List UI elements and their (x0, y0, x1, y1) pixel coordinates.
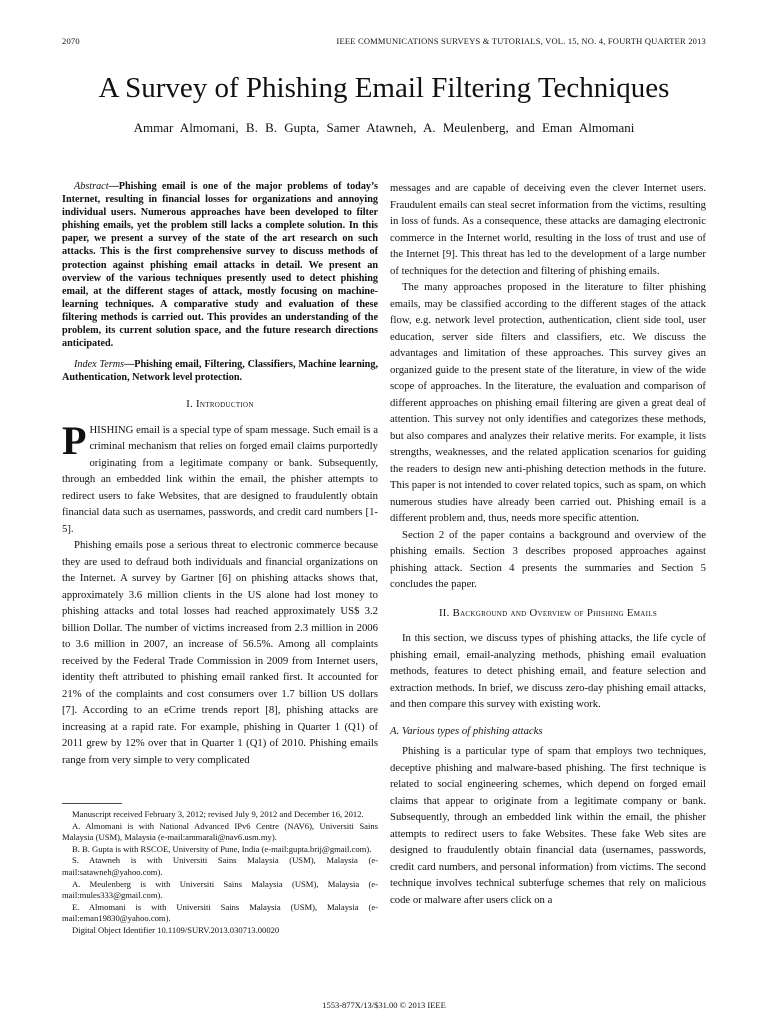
footnote-doi: Digital Object Identifier 10.1109/SURV.2013.030713.00020 (72, 924, 280, 935)
footnote-author-2: B. B. Gupta is with RSCOE, University of Pune, India (e-mail:gupta.brij@gmail.com). (72, 843, 372, 854)
section-number: I. (186, 398, 194, 411)
background-paragraph-2: Phishing is a particular type of spam that employs two techniques, deceptive phishing and malware-based phishing. The first technique is related to social engineering schemes, which depend on forged email claims that appear to originate from a legitimate company or bank. Subsequently, through an embedded link within the email, the phisher attempts to redirect users to fake Websites. These fake Web sites are designed to fraudulently obtain financial data (usernames, passwords, credit card numbers, and personal information) from victims. The second technique involves technical subterfuge schemes that rely on malicious code or malware after users click on a (390, 745, 706, 906)
abstract (62, 180, 378, 350)
index-terms (62, 358, 378, 384)
abstract-lead: Abstract (74, 181, 109, 192)
section-heading-background (390, 605, 706, 622)
background-paragraph-1: In this section, we discuss types of phishing attacks, the life cycle of phishing email, email-analyzing methods, phishing email evaluation methods, features to detect phishing email, and feature selection and extraction methods. In brief, we discuss zero-day phishing email attacks, and then compare this survey with existing work. (390, 632, 706, 710)
intro-paragraph-2-continued: messages and are capable of deceiving even the clever Internet users. Fraudulent emails can steal secret information from the victims, resulting in loss of funds. As a consequence, these attacks are damaging electronic commerce in the Internet world, resulting in the loss of trust and use of the Internet [9]. This threat has led to the development of a large number of techniques for the detection and filtering of phishing emails. (390, 182, 706, 277)
footnote-author-3: S. Atawneh is with Universiti Sains Malaysia (USM), Malaysia (e-mail:satawneh@yahoo.com). (62, 855, 378, 877)
paper-title: A Survey of Phishing Email Filtering Techniques (98, 72, 670, 104)
subsection-heading-a: A. Various types of phishing attacks (390, 724, 543, 737)
copyright-line: 1553-877X/13/$31.00 © 2013 IEEE (322, 1000, 446, 1010)
journal-header: IEEE COMMUNICATIONS SURVEYS & TUTORIALS, VOL. 15, NO. 4, FOURTH QUARTER 2013 (336, 36, 706, 46)
intro-paragraph-1-text: email is a special type of spam message. Such email is a criminal mechanism that relies on forged email claims purportedly originating from a legitimate company or bank. Subsequently, through an embedded link within the email, the phisher attempts to redirect users to fake Websites, that are designed to fraudulently obtain financial data such as usernames, passwords, and credit card numbers [1-5]. (62, 423, 378, 535)
intro-paragraph-1 (62, 417, 378, 538)
footnote-received: Manuscript received February 3, 2012; revised July 9, 2012 and December 16, 2012. (72, 809, 364, 819)
footnote-rule (62, 803, 122, 804)
drop-cap-rest: HISHING (89, 423, 134, 436)
author-list: Ammar Almomani, B. B. Gupta, Samer Atawneh, A. Meulenberg, and Eman Almomani (133, 120, 635, 135)
running-header (62, 36, 706, 50)
abstract-text: —Phishing email is one of the major problems of today’s Internet, resulting in financial losses for organizations and annoying individual users. Numerous approaches have been developed to filter phishing emails, yet the problem still lacks a complete solution. In this paper, we present a survey of the state of the art research on such attacks. This is the first comprehensive survey to discuss methods of protection against phishing email attacks in detail. We present an overview of the various techniques presently used to detect phishing email, at the different stages of attack, mostly focusing on machine-learning techniques. A comparative study and evaluation of these filtering methods is carried out. This provides an understanding of the problem, its current solution space, and the future research directions anticipated. (62, 181, 378, 350)
section-number: II. (438, 606, 450, 619)
section-title: Background and Overview of Phishing Emails (452, 606, 658, 619)
section-title: Introduction (196, 398, 254, 411)
right-column (390, 180, 706, 908)
footnote-author-4: A. Meulenberg is with Universiti Sains Malaysia (USM), Malaysia (e-mail:mules333@gmail.com). (62, 878, 378, 901)
intro-paragraph-4: Section 2 of the paper contains a background and overview of the phishing emails. Section 3 describes proposed approaches against phishing attack. Section 4 presents the summaries and Section 5 concludes the paper. (390, 528, 706, 590)
intro-paragraph-3: The many approaches proposed in the literature to filter phishing emails, may be classified according to the different stages of the attack flow, e.g. network level protection, authentication, client side tool, user education, server side filters and classifiers, etc. We discuss the advantages and limitation of these approaches. This survey gives an organized guide to the present state of the literature, in view of the wide scope of approaches. In the literature, the evaluation and comparison of different approaches on phishing email filtering are given a great deal of attention. This survey not only identifies and categorizes these methods, but also compares and analyzes their relative merits. For example, it lists strengths, weaknesses, and the related application scenarios for guiding the readers to design new anti-phishing detection methods in the future. This paper is not intended to cover related topics, such as spam, on which numerous studies have already been carried out. Phishing email is a different problem and, thus, needs more specific attention. (390, 281, 706, 524)
section-heading-introduction (62, 396, 378, 413)
left-column (62, 180, 378, 768)
index-terms-lead: Index Terms (74, 359, 125, 371)
footnote-author-5: E. Almomani is with Universiti Sains Malaysia (USM), Malaysia (e-mail:eman19830@yahoo.com). (62, 901, 378, 924)
footnotes (62, 809, 378, 937)
footnote-author-1: A. Almomani is with National Advanced IPv6 Centre (NAV6), Universiti Sains Malaysia (USM), Malaysia (e-mail:ammarali@nav6.usm.my). (62, 820, 378, 843)
index-terms-text: —Phishing email, Filtering, Classifiers, Machine learning, Authentication, Network level protection. (62, 359, 378, 384)
page-number: 2070 (62, 36, 80, 46)
drop-cap: P (62, 417, 87, 463)
intro-paragraph-2: Phishing emails pose a serious threat to electronic commerce because they are used to defraud both individuals and financial organizations on the Internet. A survey by Gartner [6] on phishing attacks shows that, approximately 3.6 million clients in the US alone had lost money to phishing attacks and total losses had reached approximately US$ 3.2 billion Dollar. The number of victims increased from 2.3 million in 2006 to 3.6 million in 2007, an increase of 56.5%. Among all complaints received by the Federal Trade Commission in 2009 from Internet users, identity theft attributed to phishing email ranked first. It accounted for 21% of the complaints and cost consumers over 1.7 billion US dollars [7]. According to an eCrime trends report [8], phishing attacks are increasing at a rapid rate. For example, phishing in Quarter 1 (Q1) of 2011 grew by 12% over that in Quarter 1 (Q1) of 2010. Phishing emails range from very simple to very complicated (62, 539, 378, 766)
